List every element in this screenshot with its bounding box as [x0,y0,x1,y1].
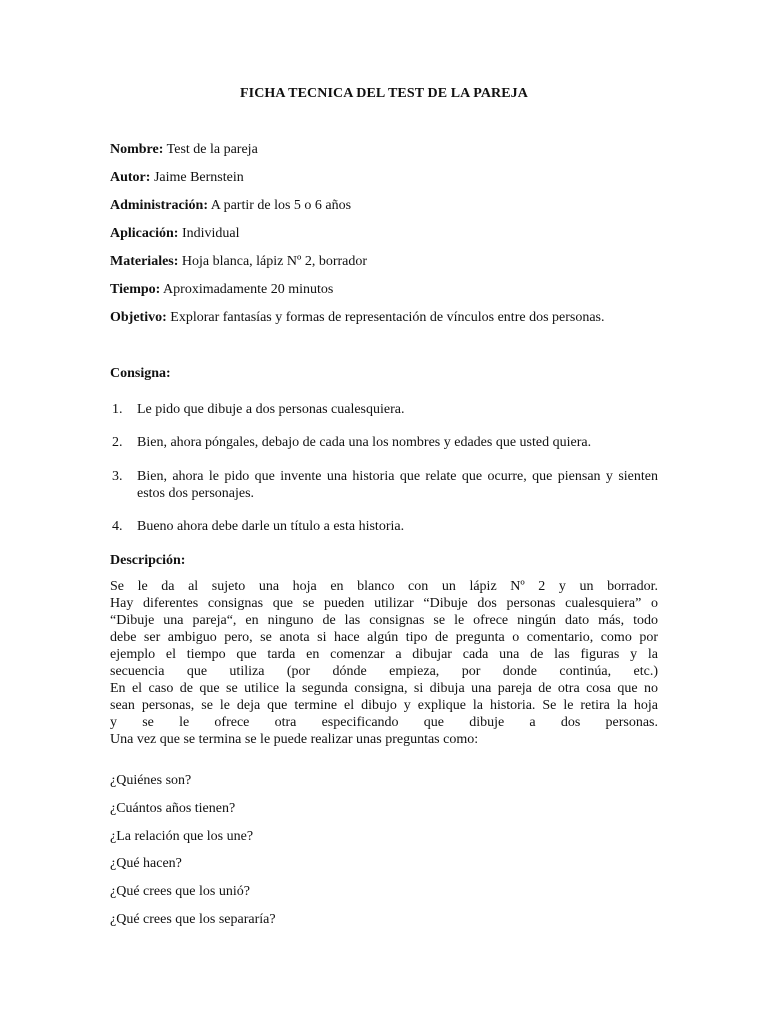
descripcion-paragraph [110,578,658,748]
field-nombre [110,142,258,158]
question-item: ¿Qué crees que los separaría? [110,912,276,927]
field-label: Aplicación: [110,226,179,241]
descripcion-heading: Descripción: [110,553,186,568]
question-item: ¿Cuántos años tienen? [110,801,236,816]
list-item [110,518,658,535]
field-label: Nombre: [110,142,164,157]
paragraph-line: ejemplo el tiempo que tarda en comenzar a dibujar cada una de las figuras y la [110,647,658,662]
field-value: Explorar fantasías y formas de representación de vínculos entre dos personas. [166,310,605,325]
question-item: ¿Quiénes son? [110,773,192,788]
list-text: Bien, ahora póngales, debajo de cada una los nombres y edades que usted quiera. [137,435,592,450]
paragraph-line: sean personas, se le deja que termine el dibujo y explique la historia. Se le retira la hoja [110,698,658,713]
question-item: ¿La relación que los une? [110,829,254,844]
field-label: Tiempo: [110,282,161,297]
field-aplicacion [110,226,240,242]
list-number: 4. [112,519,123,534]
list-text: Le pido que dibuje a dos personas cualesquiera. [137,402,405,417]
paragraph-line: En el caso de que se utilice la segunda consigna, si dibuja una pareja de otra cosa que no [110,681,658,696]
field-value: Aproximadamente 20 minutos [160,282,334,297]
paragraph-line: Se le da al sujeto una hoja en blanco con un lápiz Nº 2 y un borrador. [110,579,658,594]
list-text: Bien, ahora le pido que invente una historia que relate que ocurre, que piensan y sienten estos dos personajes. [137,469,658,501]
field-label: Materiales: [110,254,179,269]
field-label: Objetivo: [110,310,167,325]
paragraph-line: y se le ofrece otra especificando que dibuje a dos personas. [110,715,658,730]
field-tiempo [110,282,333,298]
list-item [110,434,658,451]
list-item [110,401,658,418]
field-administracion [110,198,351,214]
document-title: FICHA TECNICA DEL TEST DE LA PAREJA [240,86,528,101]
field-autor [110,170,244,186]
field-label: Administración: [110,198,208,213]
question-item: ¿Qué hacen? [110,856,182,871]
field-value: Hoja blanca, lápiz Nº 2, borrador [178,254,368,269]
list-number: 2. [112,435,123,450]
field-objetivo [110,310,605,326]
list-number: 3. [112,469,123,484]
paragraph-line: Una vez que se termina se le puede realizar unas preguntas como: [110,732,479,747]
paragraph-line: debe ser ambiguo pero, se anota si hace algún tipo de pregunta o comentario, como por [110,630,658,645]
field-value: Individual [178,226,240,241]
list-text: Bueno ahora debe darle un título a esta historia. [137,519,405,534]
field-value: Test de la pareja [163,142,258,157]
paragraph-line: Hay diferentes consignas que se pueden utilizar “Dibuje dos personas cualesquiera” o [110,596,658,611]
consigna-heading: Consigna: [110,366,171,381]
question-item: ¿Qué crees que los unió? [110,884,250,899]
paragraph-line: “Dibuje una pareja“, en ninguno de las consignas se le ofrece ningún dato más, todo [110,613,658,628]
field-materiales [110,254,367,270]
paragraph-line: secuencia que utiliza (por dónde empieza, por donde continúa, etc.) [110,664,658,679]
field-value: A partir de los 5 o 6 años [208,198,352,213]
field-value: Jaime Bernstein [150,170,244,185]
list-item [110,468,658,502]
list-number: 1. [112,402,123,417]
field-label: Autor: [110,170,151,185]
